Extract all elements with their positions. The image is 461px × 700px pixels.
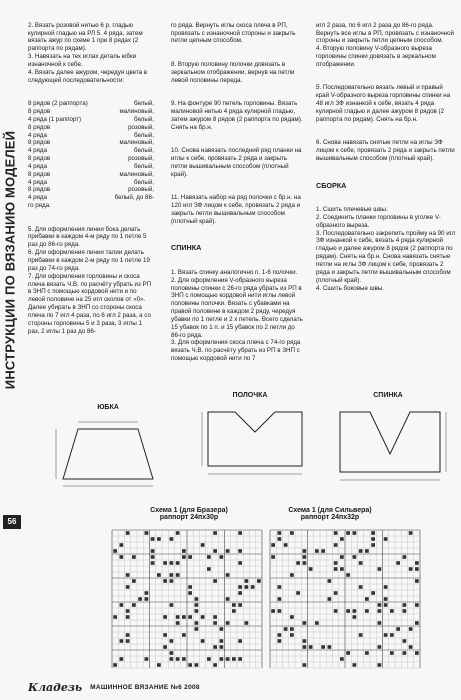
chart-stitch-mark <box>390 609 394 613</box>
chart-stitch-mark <box>182 555 186 559</box>
sborka-heading: СБОРКА <box>316 180 347 190</box>
col3-continued: игл 2 раза, по 6 игл 2 раза до 86-го ряда. Вернуть все иглы в РП, провязать с изнаночной стороны и закрыть петли цепным способом. 4. Вторую половину V-образного выреза горловины спинки довязать в зеркальном отображении. <box>316 21 455 68</box>
chart-stitch-mark <box>415 651 419 655</box>
chart-stitch-mark <box>220 639 224 643</box>
chart-stitch-mark <box>251 585 255 589</box>
side-section-title: ИНСТРУКЦИИ ПО ВЯЗАНИЮ МОДЕЛЕЙ <box>2 130 18 390</box>
chart-stitch-mark <box>390 633 394 637</box>
chart-stitch-mark <box>151 549 155 553</box>
color-sequence-row <box>28 108 154 116</box>
chart-stitch-mark <box>315 621 319 625</box>
chart-stitch-mark <box>415 621 419 625</box>
chart-stitch-mark <box>220 657 224 661</box>
chart-stitch-mark <box>195 609 199 613</box>
chart-stitch-mark <box>365 597 369 601</box>
row-count: 4 ряда (1 раппорт) <box>28 115 82 123</box>
row-color: белый, <box>134 131 154 139</box>
chart-stitch-mark <box>176 573 180 577</box>
color-sequence-row <box>28 179 154 187</box>
chart-stitch-mark <box>163 561 167 565</box>
chart-stitch-mark <box>238 657 242 661</box>
chart-stitch-mark <box>120 555 124 559</box>
chart-stitch-mark <box>245 579 249 583</box>
col2-step-9: 9. На фонтуре 90 петель горловины. Вязать малиновой нитью 4 ряда кулирной гладью, затем ажуром 8 рядов (2 раппорта по рядам). Снять на бр.н. <box>171 100 305 131</box>
chart-stitch-mark <box>334 567 338 571</box>
row-color: розовый, <box>128 155 154 163</box>
chart-stitch-mark <box>126 615 130 619</box>
chart-stitch-mark <box>334 609 338 613</box>
chart-stitch-mark <box>346 531 350 535</box>
chart-stitch-mark <box>409 645 413 649</box>
chart-stitch-mark <box>163 579 167 583</box>
spinka-text: 1. Вязать спинку аналогично п. 1-6 полочки. 2. Для оформления V-образного выреза половины спинки с 26-го ряда убрать из РП в ЗНП с помощью кордовой нити иглы левой половины полочки. Вязать с убавками на правой половине в каждом 2 ряду, чередуя убавки по 1 петле и 2 х петель. Всего сделать 15 убавок по 1 п. и 15 убавок по 2 петли до 86-го ряда. 3. Для оформления скоса плеча с 74-го ряда вязать Ч.В. по расчёту убрать из РП в ЗНП с помощью кордовой нити по 7 <box>171 268 303 363</box>
chart-stitch-mark <box>120 639 124 643</box>
chart-stitch-mark <box>201 615 205 619</box>
chart-stitch-mark <box>384 603 388 607</box>
chart-stitch-mark <box>145 531 149 535</box>
chart-stitch-mark <box>151 537 155 541</box>
chart-stitch-mark <box>213 531 217 535</box>
chart-stitch-mark <box>213 663 217 667</box>
col2-step-10: 10. Снова навязать последний ряд планки на иглы к себе, провязать 2 ряда и закрыть петли вышивальным способом (плотный край). <box>171 147 304 178</box>
chart-stitch-mark <box>182 549 186 553</box>
chart-stitch-mark <box>157 573 161 577</box>
chart-stitch-mark <box>232 609 236 613</box>
row-count: 4 ряда <box>28 162 47 170</box>
chart-stitch-mark <box>303 549 307 553</box>
col1-steps: 5. Для оформления линии бока делать прибавки в каждом 4-м ряду по 1 петле 5 раз до 86-го ряда. 6. Для оформления линии талии делать прибавки в каждом 2-м ряду по 1 петле 19 раз до 74-го ряда. 7. Для оформления горловины и скоса плеча вязать Ч.В. по расчёту убрать из РП в ЗНП с помощью кордовой нити и по левой половине на 25 игл сколов от «0». Далее убирать в ЗНП со стороны скоса плеча по 7 игл 4 раза, по 6 игл 2 раза, а со стороны горловины 5 и 3 раза, 3 иглы 1 раз, 2 иглы 1 раз до 86- <box>28 225 152 335</box>
front-figure-title: ПОЛОЧКА <box>232 392 268 399</box>
chart-stitch-mark <box>271 609 275 613</box>
chart-stitch-mark <box>378 621 382 625</box>
chart-stitch-mark <box>126 585 130 589</box>
chart-stitch-mark <box>120 603 124 607</box>
chart-stitch-mark <box>226 573 230 577</box>
chart-stitch-mark <box>132 555 136 559</box>
color-sequence-row <box>28 202 154 210</box>
chart-stitch-mark <box>201 639 205 643</box>
page-number: 56 <box>3 515 21 529</box>
chart-stitch-mark <box>195 621 199 625</box>
chart-stitch-mark <box>290 573 294 577</box>
chart-stitch-mark <box>396 561 400 565</box>
chart-stitch-mark <box>296 591 300 595</box>
chart-stitch-mark <box>220 627 224 631</box>
chart-stitch-mark <box>145 591 149 595</box>
back-figure-title: СПИНКА <box>373 392 403 399</box>
row-count: 4 ряда <box>28 147 47 155</box>
chart-stitch-mark <box>145 597 149 601</box>
chart-stitch-mark <box>409 627 413 631</box>
chart-stitch-mark <box>232 657 236 661</box>
chart-stitch-mark <box>188 555 192 559</box>
chart-stitch-mark <box>132 603 136 607</box>
skirt-pattern-diagram <box>48 414 168 494</box>
col3-step-5: 5. Последовательно вязать левый и правый край V-образного выреза горловины спинки на 48 игл ЗФ изнанкой к себе, вязать 4 ряда кулирной гладью и далее ажуром 8 рядов (2 раппорта по рядам). Снять на бр.н. <box>316 84 452 123</box>
chart-stitch-mark <box>346 651 350 655</box>
chart-stitch-mark <box>271 543 275 547</box>
row-color: белый, <box>134 100 154 108</box>
chart-stitch-mark <box>315 549 319 553</box>
row-count: 4 ряда <box>28 194 47 202</box>
chart-stitch-mark <box>346 573 350 577</box>
row-color: белый, <box>134 147 154 155</box>
chart-stitch-mark <box>278 609 282 613</box>
chart-stitch-mark <box>126 531 130 535</box>
chart-stitch-mark <box>132 579 136 583</box>
chart-stitch-mark <box>176 561 180 565</box>
chart-stitch-mark <box>138 597 142 601</box>
chart-stitch-mark <box>334 543 338 547</box>
chart-stitch-mark <box>207 555 211 559</box>
chart-stitch-mark <box>359 585 363 589</box>
chart-stitch-mark <box>145 657 149 661</box>
chart-stitch-mark <box>157 663 161 667</box>
color-sequence-row <box>28 155 154 163</box>
chart-stitch-mark <box>188 591 192 595</box>
chart-stitch-mark <box>271 555 275 559</box>
chart-stitch-mark <box>365 609 369 613</box>
chart-stitch-mark <box>303 561 307 565</box>
color-sequence-row <box>28 139 154 147</box>
text-column-2 <box>171 6 305 371</box>
chart-stitch-mark <box>170 603 174 607</box>
chart-stitch-mark <box>163 615 167 619</box>
row-count: 8 рядов <box>28 139 51 147</box>
skirt-figure-title: ЮБКА <box>97 404 119 411</box>
chart-stitch-mark <box>257 579 261 583</box>
chart-stitch-mark <box>278 531 282 535</box>
col2-step-8: 8. Вторую половину полочки довязать в зеркальном отображении, вернув на петли левой половины переда. <box>171 60 297 84</box>
chart-stitch-mark <box>403 651 407 655</box>
row-color: белый, <box>134 178 154 186</box>
chart-stitch-mark <box>126 633 130 637</box>
row-count: 4 ряда <box>28 178 47 186</box>
chart-stitch-mark <box>170 561 174 565</box>
chart-stitch-mark <box>188 663 192 667</box>
chart-stitch-mark <box>188 585 192 589</box>
chart-stitch-mark <box>213 645 217 649</box>
chart-stitch-mark <box>303 555 307 559</box>
chart-stitch-mark <box>220 645 224 649</box>
chart-stitch-mark <box>182 633 186 637</box>
chart-stitch-mark <box>220 555 224 559</box>
chart-stitch-mark <box>309 567 313 571</box>
chart-stitch-mark <box>415 567 419 571</box>
chart-stitch-mark <box>176 531 180 535</box>
chart-stitch-mark <box>403 555 407 559</box>
chart-stitch-mark <box>409 567 413 571</box>
chart-stitch-mark <box>120 543 124 547</box>
chart-stitch-mark <box>340 657 344 661</box>
chart-stitch-mark <box>278 537 282 541</box>
row-color: розовый, <box>128 123 154 131</box>
chart-stitch-mark <box>346 609 350 613</box>
chart-stitch-mark <box>378 609 382 613</box>
chart-stitch-mark <box>170 651 174 655</box>
chart-stitch-mark <box>384 633 388 637</box>
chart-stitch-mark <box>403 639 407 643</box>
chart-stitch-mark <box>353 531 357 535</box>
chart-stitch-mark <box>278 597 282 601</box>
chart-stitch-mark <box>403 609 407 613</box>
col2-step-11: 11. Навязать набор на ряд полочки с бр.н. на 120 игл ЗФ лицом к себе, провязать 2 ряда и закрыть петли вышивальным способом (плотный край). <box>171 194 303 225</box>
chart-stitch-mark <box>207 567 211 571</box>
row-count: го ряда. <box>28 202 51 210</box>
row-count: 8 рядов <box>28 123 51 131</box>
chart-stitch-mark <box>207 657 211 661</box>
chart-stitch-mark <box>415 603 419 607</box>
color-sequence-row <box>28 186 154 194</box>
row-count: 8 рядов <box>28 186 51 194</box>
chart-stitch-mark <box>238 639 242 643</box>
chart-stitch-mark <box>284 627 288 631</box>
chart-stitch-mark <box>309 645 313 649</box>
chart-stitch-mark <box>213 579 217 583</box>
chart-stitch-mark <box>176 657 180 661</box>
chart-stitch-mark <box>353 615 357 619</box>
chart-stitch-mark <box>226 597 230 601</box>
color-sequence-list <box>28 100 154 210</box>
text-column-1 <box>28 6 154 343</box>
text-column-3 <box>316 6 456 300</box>
chart-stitch-mark <box>290 531 294 535</box>
color-sequence-row <box>28 124 154 132</box>
chart-stitch-mark <box>163 633 167 637</box>
chart-stitch-mark <box>213 549 217 553</box>
chart-stitch-mark <box>359 561 363 565</box>
chart-stitch-mark <box>415 579 419 583</box>
row-color: белый, <box>134 115 154 123</box>
chart-stitch-mark <box>334 531 338 535</box>
chart-stitch-mark <box>113 663 117 667</box>
chart-stitch-mark <box>188 615 192 619</box>
row-color: розовый, <box>128 186 154 194</box>
chart-stitch-mark <box>278 633 282 637</box>
chart-stitch-mark <box>303 639 307 643</box>
chart-stitch-mark <box>328 597 332 601</box>
chart-stitch-mark <box>245 621 249 625</box>
color-sequence-row <box>28 171 154 179</box>
chart-stitch-mark <box>340 555 344 559</box>
chart-stitch-mark <box>371 537 375 541</box>
chart-stitch-mark <box>290 615 294 619</box>
chart-stitch-mark <box>238 603 242 607</box>
chart-stitch-mark <box>303 621 307 625</box>
chart-stitch-mark <box>290 633 294 637</box>
chart-stitch-mark <box>359 549 363 553</box>
color-sequence-row <box>28 132 154 140</box>
scheme2-knitting-chart <box>270 530 420 668</box>
chart-stitch-mark <box>195 597 199 601</box>
chart-stitch-mark <box>365 549 369 553</box>
scheme2-title: Схема 1 (для Сильвера) раппорт 24пх32р <box>288 507 372 521</box>
magazine-logo: Кладезь <box>28 680 83 694</box>
chart-stitch-mark <box>170 639 174 643</box>
col3-step-6: 6. Снова навязать снятые петли на иглы ЗФ лицом к себе, провязать 2 ряда и закрыть петли вышивальным способом (плотный край). <box>316 139 457 163</box>
chart-stitch-mark <box>296 561 300 565</box>
chart-stitch-mark <box>170 657 174 661</box>
chart-stitch-mark <box>415 561 419 565</box>
chart-stitch-mark <box>334 591 338 595</box>
row-color: белый, до 86- <box>114 194 154 202</box>
chart-stitch-mark <box>226 657 230 661</box>
row-count: 8 рядов (2 раппорта) <box>28 100 88 108</box>
chart-stitch-mark <box>303 663 307 667</box>
chart-stitch-mark <box>396 627 400 631</box>
chart-stitch-mark <box>384 537 388 541</box>
chart-stitch-mark <box>238 591 242 595</box>
scheme1-title: Схема 1 (для Бразера) раппорт 24пх30р <box>150 507 228 521</box>
chart-stitch-mark <box>371 591 375 595</box>
chart-stitch-mark <box>238 531 242 535</box>
row-count: 4 ряда <box>28 131 47 139</box>
chart-stitch-mark <box>403 603 407 607</box>
row-color: белый, <box>134 162 154 170</box>
row-color: малиновый, <box>119 107 154 115</box>
chart-stitch-mark <box>126 639 130 643</box>
chart-stitch-mark <box>334 561 338 565</box>
chart-stitch-mark <box>353 609 357 613</box>
chart-stitch-mark <box>384 597 388 601</box>
chart-stitch-mark <box>321 645 325 649</box>
chart-stitch-mark <box>371 543 375 547</box>
color-sequence-row <box>28 100 154 108</box>
chart-stitch-mark <box>328 645 332 649</box>
chart-stitch-mark <box>213 621 217 625</box>
chart-stitch-mark <box>170 579 174 583</box>
chart-stitch-mark <box>303 645 307 649</box>
chart-stitch-mark <box>182 657 186 661</box>
chart-stitch-mark <box>170 573 174 577</box>
row-count: 8 рядов <box>28 170 51 178</box>
chart-stitch-mark <box>195 627 199 631</box>
chart-stitch-mark <box>390 651 394 655</box>
color-sequence-row <box>28 194 154 202</box>
color-sequence-row <box>28 116 154 124</box>
chart-stitch-mark <box>238 549 242 553</box>
chart-stitch-mark <box>157 537 161 541</box>
chart-stitch-mark <box>365 651 369 655</box>
chart-stitch-mark <box>182 615 186 619</box>
chart-stitch-mark <box>151 555 155 559</box>
chart-stitch-mark <box>278 585 282 589</box>
chart-stitch-mark <box>409 531 413 535</box>
chart-stitch-mark <box>226 621 230 625</box>
chart-stitch-mark <box>151 561 155 565</box>
chart-stitch-mark <box>213 615 217 619</box>
chart-stitch-mark <box>378 603 382 607</box>
color-sequence-row <box>28 163 154 171</box>
color-sequence-row <box>28 147 154 155</box>
chart-stitch-mark <box>113 615 117 619</box>
chart-stitch-mark <box>170 537 174 541</box>
front-pattern-diagram <box>200 404 310 482</box>
chart-stitch-mark <box>238 585 242 589</box>
back-pattern-diagram <box>330 402 450 488</box>
chart-stitch-mark <box>195 603 199 607</box>
chart-stitch-mark <box>340 567 344 571</box>
chart-stitch-mark <box>126 609 130 613</box>
row-count: 8 рядов <box>28 107 51 115</box>
chart-stitch-mark <box>378 645 382 649</box>
chart-stitch-mark <box>359 633 363 637</box>
spinka-heading: СПИНКА <box>171 243 202 253</box>
col2-continued: го ряда. Вернуть иглы скоса плеча в РП, провязать с изнаночной стороны и закрыть петли цепным способом. <box>171 21 298 45</box>
chart-stitch-mark <box>238 561 242 565</box>
chart-stitch-mark <box>378 663 382 667</box>
chart-stitch-mark <box>226 549 230 553</box>
chart-stitch-mark <box>232 603 236 607</box>
row-color: малиновый, <box>119 139 154 147</box>
chart-stitch-mark <box>195 663 199 667</box>
chart-stitch-mark <box>278 639 282 643</box>
chart-stitch-mark <box>378 567 382 571</box>
chart-stitch-mark <box>371 531 375 535</box>
scheme1-knitting-chart <box>112 530 262 668</box>
chart-stitch-mark <box>120 657 124 661</box>
chart-stitch-mark <box>284 543 288 547</box>
chart-stitch-mark <box>340 537 344 541</box>
chart-stitch-mark <box>290 627 294 631</box>
row-count: 8 рядов <box>28 155 51 163</box>
chart-stitch-mark <box>113 549 117 553</box>
chart-stitch-mark <box>353 555 357 559</box>
footer-issue: МАШИННОЕ ВЯЗАНИЕ №6 2008 <box>90 683 200 691</box>
chart-stitch-mark <box>176 615 180 619</box>
chart-stitch-mark <box>176 621 180 625</box>
row-color: малиновый, <box>119 170 154 178</box>
col1-intro: 2. Вязать розовой нитью 6 р. гладью кулирной гладью на РЛ 5. 4 ряда, затем вязать ажур по схеме 1 при 8 рядах (2 раппорта по рядам). 3. Навязать на тех иглах деталь юбки изнаночной к себе. 4. Вязать далее ажуром, чередуя цвета в следующей последовательности: <box>28 21 148 84</box>
sborka-text: 1. Сшить плечевые швы. 2. Соединить планки горловины в уголке V-образного выреза. 3. Последовательно закрепить пройму на 90 игл ЗФ изнанкой к себе, вязать 4 ряда кулирной гладью и далее ажуром 8 рядов (2 раппорта по рядам). Снять на бр.н. Снова навязать снятые петли на иглы ЗФ лицом к себе, провязать 2 ряда и закрыть петли вышивальным способом (плотный край). 4. Сшить боковые швы. <box>316 206 456 292</box>
page-footer <box>28 680 448 694</box>
chart-stitch-mark <box>201 543 205 547</box>
chart-stitch-mark <box>384 585 388 589</box>
chart-stitch-mark <box>126 573 130 577</box>
chart-stitch-mark <box>353 663 357 667</box>
chart-stitch-mark <box>321 549 325 553</box>
chart-stitch-mark <box>328 579 332 583</box>
chart-stitch-mark <box>245 585 249 589</box>
chart-stitch-mark <box>163 645 167 649</box>
